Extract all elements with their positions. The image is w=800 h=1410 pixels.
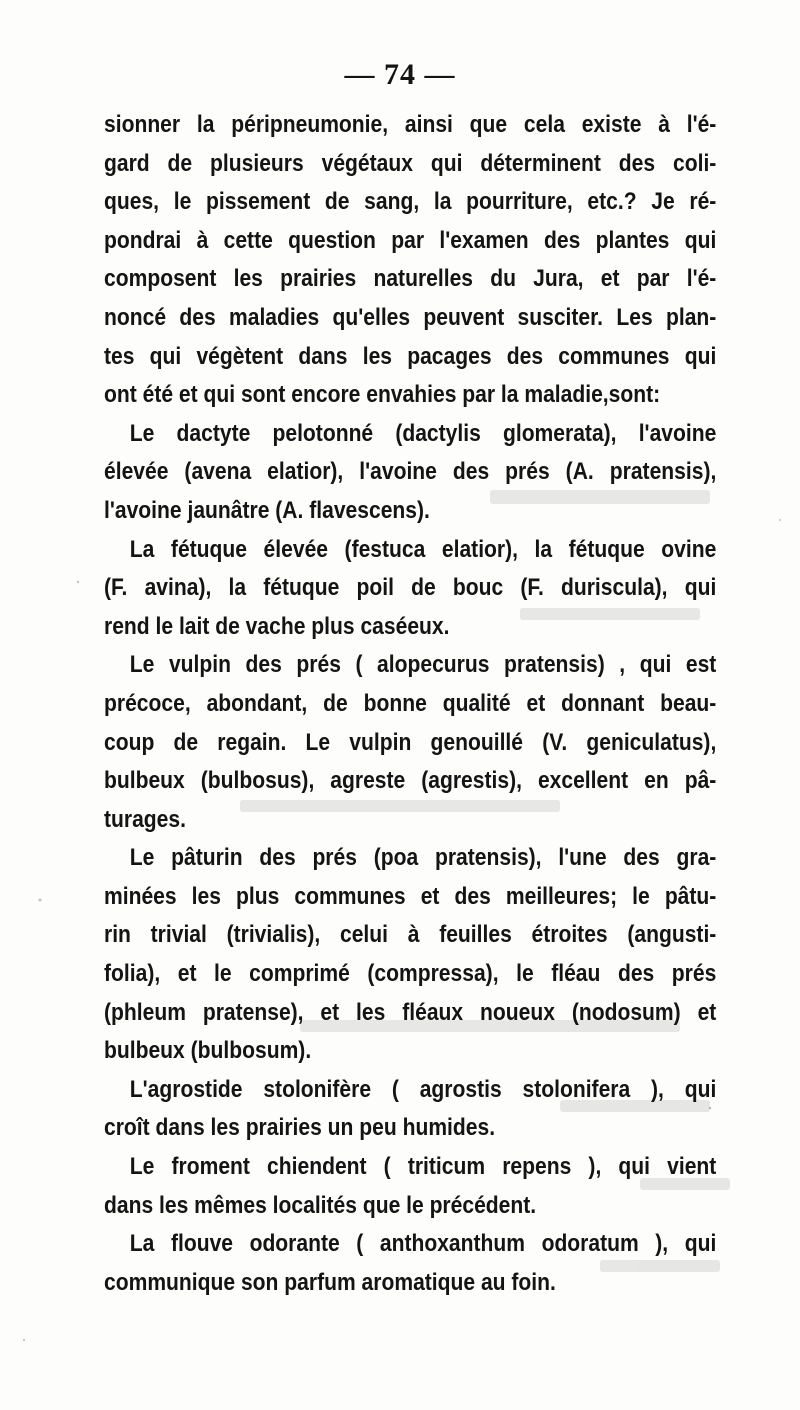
text-line: croît dans les prairies un peu humides. bbox=[104, 1114, 496, 1142]
text-line: communique son parfum aromatique au foin. bbox=[104, 1268, 556, 1296]
paragraph bbox=[104, 106, 716, 415]
text-line: ques, le pissement de sang, la pourriture, etc.? Je ré- bbox=[104, 188, 717, 216]
text-line: L'agrostide stolonifère ( agrostis stolonifera ), qui bbox=[129, 1075, 717, 1103]
text-line: précoce, abondant, de bonne qualité et donnant beau- bbox=[104, 689, 717, 717]
text-line: (phleum pratense), et les fléaux noueux (nodosum) et bbox=[104, 998, 717, 1026]
text-line: La fétuque élevée (festuca elatior), la fétuque ovine bbox=[129, 535, 717, 563]
paragraph bbox=[104, 1148, 716, 1225]
text-line: (F. avina), la fétuque poil de bouc (F. duriscula), qui bbox=[104, 574, 717, 602]
text-line: Le vulpin des prés ( alopecurus pratensis) , qui est bbox=[129, 651, 717, 679]
paragraph bbox=[104, 531, 716, 647]
text-line: folia), et le comprimé (compressa), le fléau des prés bbox=[104, 960, 717, 988]
text-line: La flouve odorante ( anthoxanthum odoratum ), qui bbox=[129, 1230, 717, 1258]
text-line: bulbeux (bulbosus), agreste (agrestis), excellent en pâ- bbox=[104, 767, 717, 795]
text-line: gard de plusieurs végétaux qui déterminent des coli- bbox=[104, 149, 717, 177]
text-line: élevée (avena elatior), l'avoine des prés (A. pratensis), bbox=[104, 458, 717, 486]
text-line: Le pâturin des prés (poa pratensis), l'une des gra- bbox=[129, 844, 717, 872]
text-line: l'avoine jaunâtre (A. flavescens). bbox=[104, 496, 430, 524]
paragraph bbox=[104, 646, 716, 839]
paragraph bbox=[104, 415, 716, 531]
text-line: bulbeux (bulbosum). bbox=[104, 1037, 312, 1065]
text-line: pondrai à cette question par l'examen des plantes qui bbox=[104, 226, 717, 254]
paragraph bbox=[104, 1225, 716, 1302]
text-line: Le froment chiendent ( triticum repens ), qui vient bbox=[129, 1153, 717, 1181]
text-line: rin trivial (trivialis), celui à feuilles étroites (angusti- bbox=[104, 921, 717, 949]
text-line: tes qui végètent dans les pacages des communes qui bbox=[104, 342, 717, 370]
text-line: coup de regain. Le vulpin genouillé (V. geniculatus), bbox=[104, 728, 717, 756]
text-line: composent les prairies naturelles du Jura, et par l'é- bbox=[104, 265, 717, 293]
page-number: — 74 — bbox=[344, 58, 456, 91]
text-line: minées les plus communes et des meilleures; le pâtu- bbox=[104, 882, 717, 910]
text-line: rend le lait de vache plus caséeux. bbox=[104, 612, 450, 640]
text-line: sionner la péripneumonie, ainsi que cela existe à l'é- bbox=[104, 111, 717, 138]
text-line: dans les mêmes localités que le précédent. bbox=[104, 1191, 537, 1219]
text-line: turages. bbox=[104, 805, 186, 833]
body-text bbox=[104, 106, 716, 1302]
paragraph bbox=[104, 1071, 716, 1148]
text-line: Le dactyte pelotonné (dactylis glomerata), l'avoine bbox=[129, 419, 717, 447]
text-line: ont été et qui sont encore envahies par la maladie,sont: bbox=[104, 381, 661, 409]
text-line: noncé des maladies qu'elles peuvent susciter. Les plan- bbox=[104, 303, 717, 331]
paragraph bbox=[104, 839, 716, 1071]
